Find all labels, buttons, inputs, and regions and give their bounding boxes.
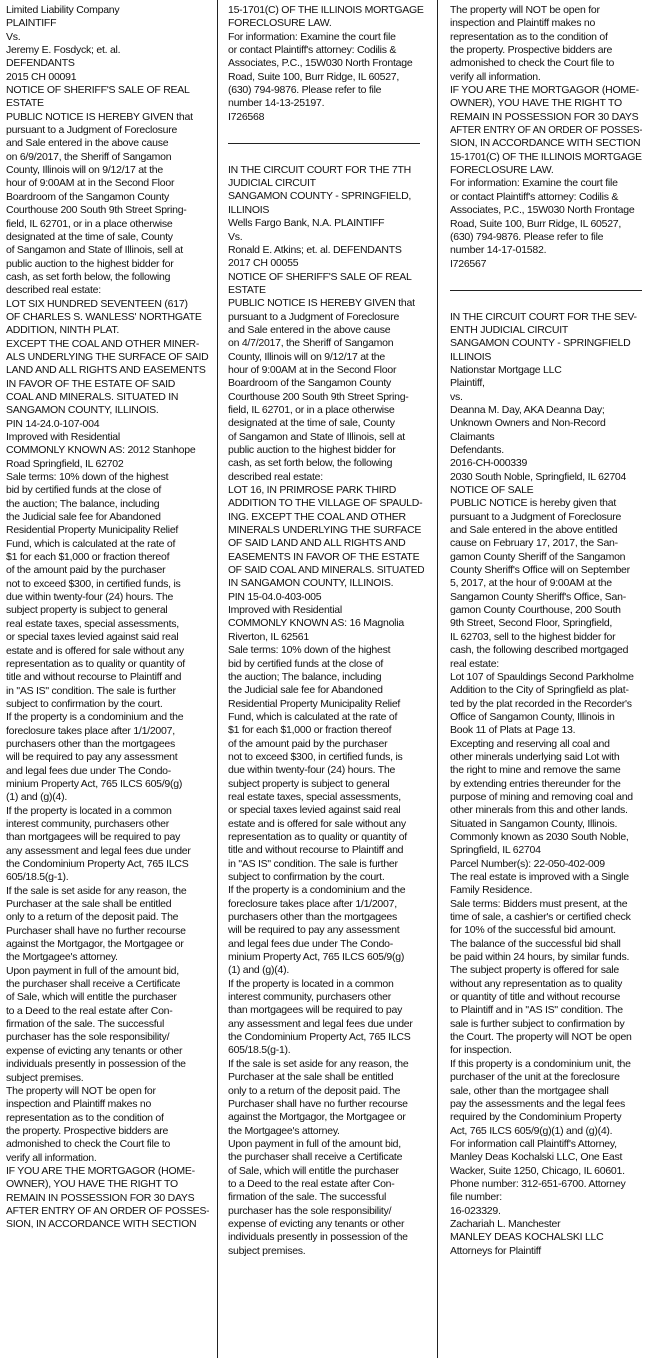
notice-text-line: IN THE CIRCUIT COURT FOR THE 7TH: [228, 163, 411, 176]
legal-notice: [450, 311, 642, 1258]
notice-text-line: purchasers other than the mortgagees: [228, 911, 398, 924]
notice-text-line: The balance of the successful bid shall: [450, 937, 621, 950]
notice-text-line: OWNER), YOU HAVE THE RIGHT TO: [6, 1178, 178, 1191]
notice-text-line: the Mortgagee's attorney.: [228, 1124, 340, 1137]
notice-text-line: Book 11 of Plats at Page 13.: [450, 724, 576, 737]
notice-text-line: Road Springfield, IL 62702: [6, 457, 124, 470]
notice-text-line: representation as to the condition of: [450, 30, 608, 43]
notice-text-line: The real estate is improved with a Single: [450, 871, 629, 883]
notice-text-line: subject premises.: [6, 1071, 84, 1084]
notice-text-line: verify all information.: [450, 70, 541, 83]
notice-text-line: For information: Examine the court file: [450, 177, 618, 190]
notice-text-line: against the Mortgagor, the Mortgagee or: [228, 1111, 406, 1124]
notice-text-line: IN FAVOR OF THE ESTATE OF SAID: [6, 377, 176, 390]
notice-text-line: estate and is offered for sale without any: [6, 644, 184, 657]
notice-text-line: of Sale, which will entitle the purchaser: [6, 991, 177, 1004]
notice-text-line: real estate:: [450, 657, 499, 670]
notice-spacer: [450, 297, 642, 310]
notice-text-line: the purchaser shall receive a Certificate: [6, 978, 181, 991]
notice-text-line: FORECLOSURE LAW.: [450, 164, 554, 177]
notice-text-line: REMAIN IN POSSESSION FOR 30 DAYS: [6, 1191, 195, 1204]
notice-text-line: Sale terms: 10% down of the highest: [228, 644, 391, 657]
notice-text-line: EXCEPT THE COAL AND OTHER MINER-: [6, 337, 200, 350]
notice-text-line: the right to mine and remove the same: [450, 764, 621, 777]
notice-text-line: pursuant to a Judgment of Foreclosure: [450, 510, 622, 523]
notice-text-line: 5, 2017, at the hour of 9:00AM at the: [450, 577, 612, 590]
notice-text-line: the Judicial sale fee for Abandoned: [6, 511, 161, 524]
notice-text-line: COMMONLY KNOWN AS: 2012 Stanhope: [6, 444, 196, 457]
notice-text-line: of Sangamon and State of Illinois, sell at: [228, 430, 405, 443]
notice-text-line: admonished to check the Court file to: [6, 1138, 171, 1151]
notice-text-line: Purchaser at the sale shall be entitled: [6, 898, 172, 911]
notice-text-line: OF SAID LAND AND ALL RIGHTS AND: [228, 537, 406, 550]
notice-text-line: Attorneys for Plaintiff: [450, 1244, 541, 1257]
notice-text-line: ING. EXCEPT THE COAL AND OTHER: [228, 510, 406, 523]
notice-text-line: hour of 9:00AM at in the Second Floor: [228, 363, 397, 376]
notice-text-line: bid by certified funds at the close of: [228, 657, 384, 670]
legal-notice: [228, 4, 424, 124]
notice-text-line: purpose of mining and removing coal and: [450, 790, 633, 803]
notice-text-line: Claimants: [450, 430, 495, 443]
notice-text-line: in "AS IS" condition. The sale is further: [228, 857, 398, 870]
notice-text-line: Office of Sangamon County, Illinois in: [450, 710, 615, 723]
notice-text-line: to a Deed to the real estate after Con-: [6, 1004, 173, 1017]
notice-text-line: public auction to the highest bidder for: [228, 444, 396, 456]
notice-text-line: 2015 CH 00091: [6, 70, 77, 83]
notice-text-line: OWNER), YOU HAVE THE RIGHT TO: [450, 97, 622, 110]
notice-text-line: DEFENDANTS: [6, 57, 75, 70]
notice-text-line: For information call Plaintiff's Attorney,: [450, 1137, 617, 1150]
notice-text-line: number 14-17-01582.: [450, 244, 547, 257]
notice-text-line: OF SAID COAL AND MINERALS. SITUATED: [228, 564, 424, 577]
column-3: [450, 4, 642, 1358]
notice-text-line: cash, as set forth below, the following: [6, 270, 171, 283]
notice-text-line: IF YOU ARE THE MORTGAGOR (HOME-: [6, 1164, 195, 1177]
notice-text-line: SANGAMON COUNTY, ILLINOIS.: [6, 404, 159, 417]
notice-text-line: 2016-CH-000339: [450, 457, 528, 470]
notice-text-line: purchasers other than the mortgagees: [6, 737, 176, 750]
notice-text-line: will be required to pay any assessment: [6, 751, 178, 764]
notice-text-line: (1) and (g)(4).: [6, 791, 68, 804]
notice-text-line: title and without recourse to Plaintiff and: [228, 844, 404, 857]
notice-text-line: 16-023329.: [450, 1204, 501, 1217]
notice-text-line: than mortgagees will be required to pay: [228, 1004, 403, 1017]
notice-text-line: or contact Plaintiff's attorney: Codilis &: [228, 44, 397, 57]
notice-text-line: and Sale entered in the above entitled: [450, 524, 618, 537]
notice-text-line: subject premises.: [228, 1244, 306, 1257]
notice-text-line: PUBLIC NOTICE IS HEREBY GIVEN that: [6, 110, 193, 123]
notice-text-line: Commonly known as 2030 South Noble,: [450, 830, 629, 843]
notice-text-line: not to exceed $300, in certified funds, is: [6, 577, 181, 590]
notice-text-line: ESTATE: [6, 97, 44, 110]
notice-text-line: Courthouse 200 South 9th Street Spring-: [228, 390, 409, 403]
notice-text-line: subject property is subject to general: [228, 777, 390, 790]
notice-text-line: purchaser has the sole responsibility/: [228, 1204, 392, 1217]
notice-text-line: individuals presently in possession of the: [228, 1231, 408, 1244]
notice-text-line: PUBLIC NOTICE is hereby given that: [450, 497, 616, 510]
notice-text-line: sale is further subject to confirmation by: [450, 1017, 625, 1030]
notice-text-line: ADDITION TO THE VILLAGE OF SPAULD-: [228, 497, 423, 510]
notice-text-line: due within twenty-four (24) hours. The: [228, 764, 396, 777]
notice-text-line: MINERALS UNDERLYING THE SURFACE: [228, 524, 422, 537]
notice-text-line: cause on February 17, 2017, the San-: [450, 537, 618, 550]
notice-text-line: 2030 South Noble, Springfield, IL 62704: [450, 470, 627, 483]
notice-text-line: the Mortgagee's attorney.: [6, 951, 118, 964]
notice-text-line: Situated in Sangamon County, Illinois.: [450, 817, 618, 830]
notice-text-line: foreclosure takes place after 1/1/2007,: [6, 724, 175, 737]
notice-separator-rule: [450, 290, 642, 291]
notice-text-line: Boardroom of the Sangamon County: [228, 377, 392, 390]
notice-text-line: or quantity of title and without recourse: [450, 991, 621, 1004]
notice-text-line: 9th Street, Second Floor, Springfield,: [450, 617, 613, 630]
notice-text-line: County Sheriff's Office will on September: [450, 564, 630, 577]
notice-text-line: be paid within 24 hours, by similar funds.: [450, 951, 630, 964]
notice-text-line: subject to confirmation by the court.: [228, 871, 385, 883]
notice-text-line: ILLINOIS: [450, 350, 492, 363]
notice-text-line: Wells Fargo Bank, N.A. PLAINTIFF: [228, 217, 385, 230]
notice-text-line: COMMONLY KNOWN AS: 16 Magnolia: [228, 617, 404, 630]
notice-text-line: Vs.: [6, 30, 21, 43]
notice-text-line: pursuant to a Judgment of Foreclosure: [6, 124, 178, 137]
notice-text-line: If the property is a condominium and the: [6, 711, 184, 724]
notice-text-line: Parcel Number(s): 22-050-402-009: [450, 857, 605, 870]
notice-text-line: 2017 CH 00055: [228, 257, 299, 270]
notice-text-line: due within twenty-four (24) hours. The: [6, 591, 174, 604]
notice-text-line: and legal fees due under The Condo-: [228, 937, 394, 950]
notice-separator-rule: [228, 143, 420, 144]
notice-text-line: by extending entries thereunder for the: [450, 777, 621, 790]
column-divider-2: [437, 0, 438, 1358]
notice-text-line: inspection and Plaintiff makes no: [6, 1098, 152, 1111]
notice-text-line: Unknown Owners and Non-Record: [450, 417, 606, 430]
notice-text-line: Residential Property Municipality Relief: [6, 524, 179, 537]
notice-text-line: ILLINOIS: [228, 203, 270, 216]
notice-text-line: 15-1701(C) OF THE ILLINOIS MORTGAGE: [228, 4, 424, 16]
notice-text-line: hour of 9:00AM at in the Second Floor: [6, 177, 175, 190]
notice-text-line: representation as to quality or quantity of: [228, 830, 407, 843]
notice-text-line: Addition to the City of Springfield as plat-: [450, 684, 629, 697]
notice-text-line: The property will NOT be open for: [450, 4, 600, 16]
notice-text-line: file number:: [450, 1191, 502, 1204]
notice-text-line: OF CHARLES S. WANLESS' NORTHGATE: [6, 310, 202, 323]
notice-text-line: If the sale is set aside for any reason, the: [6, 884, 187, 897]
notice-text-line: PIN 14-24.0-107-004: [6, 417, 100, 430]
notice-text-line: Zachariah L. Manchester: [450, 1217, 561, 1230]
notice-text-line: ENTH JUDICIAL CIRCUIT: [450, 323, 569, 336]
notice-text-line: Purchaser shall have no further recourse: [228, 1097, 408, 1110]
notice-text-line: interest community, purchasers other: [6, 817, 169, 830]
notice-text-line: firmation of the sale. The successful: [228, 1191, 387, 1204]
notice-text-line: Improved with Residential: [6, 431, 120, 443]
notice-text-line: PIN 15-04.0-403-005: [228, 590, 322, 603]
notice-text-line: designated at the time of sale, County: [228, 417, 395, 430]
notice-text-line: pay the assessments and the legal fees: [450, 1097, 625, 1110]
notice-spacer: [228, 124, 424, 137]
notice-text-line: Family Residence.: [450, 884, 533, 897]
notice-text-line: Fund, which is calculated at the rate of: [228, 710, 398, 723]
notice-text-line: Nationstar Mortgage LLC: [450, 363, 562, 376]
notice-text-line: Upon payment in full of the amount bid,: [6, 964, 179, 977]
notice-text-line: Wacker, Suite 1250, Chicago, IL 60601.: [450, 1164, 625, 1177]
notice-text-line: NOTICE OF SHERIFF'S SALE OF REAL: [6, 84, 190, 97]
notice-text-line: bid by certified funds at the close of: [6, 484, 162, 497]
notice-text-line: public auction to the highest bidder for: [6, 257, 174, 270]
notice-text-line: or contact Plaintiff's attorney: Codilis &: [450, 190, 619, 203]
notice-text-line: FORECLOSURE LAW.: [228, 17, 332, 30]
notice-text-line: expense of evicting any tenants or other: [6, 1044, 183, 1057]
notice-text-line: other minerals from this and other lands.: [450, 804, 628, 817]
notice-text-line: number 14-13-25197.: [228, 97, 325, 110]
notice-text-line: 15-1701(C) OF THE ILLINOIS MORTGAGE: [450, 150, 642, 163]
notice-text-line: foreclosure takes place after 1/1/2007,: [228, 897, 397, 910]
notice-text-line: to Plaintiff and in "AS IS" condition. The: [450, 1004, 623, 1017]
notice-text-line: representation as to the condition of: [6, 1111, 164, 1124]
notice-text-line: the purchaser shall receive a Certificate: [228, 1151, 403, 1164]
notice-text-line: County, Illinois will on 9/12/17 at the: [228, 350, 385, 363]
notice-text-line: and legal fees due under The Condo-: [6, 764, 172, 777]
notice-text-line: for 10% of the successful bid amount.: [450, 924, 616, 937]
notice-text-line: Springfield, IL 62704: [450, 844, 541, 857]
column-2: [228, 4, 424, 1358]
notice-text-line: ALS UNDERLYING THE SURFACE OF SAID: [6, 350, 209, 363]
notice-text-line: SION, IN ACCORDANCE WITH SECTION: [6, 1218, 197, 1231]
notice-text-line: REMAIN IN POSSESSION FOR 30 DAYS: [450, 110, 639, 123]
notice-text-line: $1 for each $1,000 or fraction thereof: [6, 551, 170, 564]
notice-text-line: the property. Prospective bidders are: [6, 1124, 169, 1137]
notice-text-line: 605/18.5(g-1).: [228, 1044, 291, 1057]
notice-text-line: admonished to check the Court file to: [450, 57, 615, 70]
notice-text-line: purchaser of the unit at the foreclosure: [450, 1071, 620, 1084]
notice-text-line: Upon payment in full of the amount bid,: [228, 1137, 401, 1150]
notice-text-line: Sangamon County Sheriff's Office, San-: [450, 590, 626, 603]
notice-text-line: only to a return of the deposit paid. The: [228, 1084, 401, 1097]
notice-text-line: any assessment and legal fees due under: [6, 844, 191, 857]
notice-text-line: real estate taxes, special assessments,: [6, 617, 179, 630]
notice-text-line: Fund, which is calculated at the rate of: [6, 537, 176, 550]
notice-text-line: representation as to quality or quantity of: [6, 657, 185, 670]
notice-text-line: or special taxes levied against said real: [228, 804, 401, 817]
notice-text-line: gamon County Sheriff of the Sangamon: [450, 550, 626, 563]
notice-text-line: field, IL 62701, or in a place otherwise: [228, 403, 395, 416]
legal-notice: [228, 164, 424, 1258]
notice-text-line: the property. Prospective bidders are: [450, 44, 613, 57]
notice-text-line: The property will NOT be open for: [6, 1084, 156, 1097]
notice-text-line: Associates, P.C., 15W030 North Frontage: [228, 57, 413, 70]
notice-text-line: PLAINTIFF: [6, 17, 57, 30]
notice-text-line: against the Mortgagor, the Mortgagee or: [6, 938, 184, 951]
notice-text-line: Sale terms: Bidders must present, at the: [450, 897, 628, 910]
notice-text-line: Jeremy E. Fosdyck; et. al.: [6, 44, 121, 57]
notice-text-line: of the amount paid by the purchaser: [6, 564, 166, 577]
notice-text-line: not to exceed $300, in certified funds, is: [228, 750, 403, 763]
notice-text-line: Boardroom of the Sangamon County: [6, 190, 170, 203]
notice-text-line: any assessment and legal fees due under: [228, 1017, 413, 1030]
notice-text-line: vs.: [450, 390, 463, 403]
notice-text-line: Plaintiff,: [450, 377, 485, 390]
notice-text-line: IL 62703, sell to the highest bidder for: [450, 630, 616, 643]
notice-text-line: subject property is subject to general: [6, 604, 168, 617]
notice-text-line: Improved with Residential: [228, 604, 342, 617]
notice-text-line: firmation of the sale. The successful: [6, 1018, 165, 1031]
notice-text-line: If the sale is set aside for any reason, the: [228, 1057, 409, 1070]
notice-text-line: Vs.: [228, 230, 243, 243]
notice-text-line: interest community, purchasers other: [228, 991, 391, 1004]
notice-text-line: ADDITION, NINTH PLAT.: [6, 324, 119, 337]
notice-text-line: without any representation as to quality: [450, 977, 623, 990]
legal-notice: [450, 4, 642, 271]
notice-text-line: subject to confirmation by the court.: [6, 697, 163, 710]
notice-text-line: (630) 794-9876. Please refer to file: [450, 230, 604, 243]
notice-text-line: IN SANGAMON COUNTY, ILLINOIS.: [228, 577, 394, 590]
notice-text-line: to a Deed to the real estate after Con-: [228, 1177, 395, 1190]
notice-text-line: of the amount paid by the purchaser: [228, 737, 388, 750]
notice-text-line: County, Illinois will on 9/12/17 at the: [6, 164, 163, 177]
legal-notice: [6, 4, 209, 1232]
notice-text-line: individuals presently in possession of the: [6, 1058, 186, 1071]
notice-text-line: IN THE CIRCUIT COURT FOR THE SEV-: [450, 310, 637, 323]
notice-text-line: 605/18.5(g-1).: [6, 871, 69, 884]
notice-text-line: SION, IN ACCORDANCE WITH SECTION: [450, 137, 641, 150]
notice-text-line: SANGAMON COUNTY - SPRINGFIELD: [450, 337, 631, 350]
notice-text-line: Riverton, IL 62561: [228, 630, 309, 643]
notice-text-line: Excepting and reserving all coal and: [450, 737, 610, 750]
notice-text-line: the auction; The balance, including: [228, 670, 382, 683]
notice-text-line: gamon County Courthouse, 200 South: [450, 604, 621, 617]
notice-text-line: LOT SIX HUNDRED SEVENTEEN (617): [6, 297, 188, 310]
notice-text-line: Lot 107 of Spauldings Second Parkholme: [450, 670, 634, 683]
notice-text-line: the Judicial sale fee for Abandoned: [228, 684, 383, 697]
notice-text-line: (630) 794-9876. Please refer to file: [228, 84, 382, 97]
notice-text-line: PUBLIC NOTICE IS HEREBY GIVEN that: [228, 297, 415, 310]
notice-text-line: If the property is located in a common: [228, 977, 394, 990]
notice-spacer: [450, 271, 642, 284]
notice-text-line: I726568: [228, 110, 265, 123]
notice-text-line: Purchaser at the sale shall be entitled: [228, 1071, 394, 1084]
notice-text-line: The subject property is offered for sale: [450, 964, 619, 977]
notice-text-line: or special taxes levied against said real: [6, 631, 179, 644]
notice-text-line: Phone number: 312-651-6700. Attorney: [450, 1177, 626, 1190]
notice-text-line: NOTICE OF SHERIFF'S SALE OF REAL: [228, 270, 412, 283]
column-divider-1: [217, 0, 218, 1358]
notice-text-line: the Court. The property will NOT be open: [450, 1031, 632, 1044]
notice-text-line: Manley Deas Kochalski LLC, One East: [450, 1151, 623, 1164]
notice-text-line: estate and is offered for sale without any: [228, 817, 406, 830]
notice-text-line: NOTICE OF SALE: [450, 484, 534, 497]
notice-text-line: I726567: [450, 257, 487, 270]
notice-text-line: For information: Examine the court file: [228, 30, 396, 43]
notice-text-line: of Sale, which will entitle the purchaser: [228, 1164, 399, 1177]
notice-text-line: Deanna M. Day, AKA Deanna Day;: [450, 403, 605, 416]
notice-text-line: will be required to pay any assessment: [228, 924, 400, 937]
notice-text-line: IF YOU ARE THE MORTGAGOR (HOME-: [450, 84, 639, 97]
notice-text-line: Courthouse 200 South 9th Street Spring-: [6, 204, 187, 217]
notice-text-line: and Sale entered in the above cause: [228, 323, 391, 336]
notice-text-line: AFTER ENTRY OF AN ORDER OF POSSES-: [450, 124, 642, 137]
notice-text-line: Sale terms: 10% down of the highest: [6, 471, 169, 484]
notice-text-line: Residential Property Municipality Relief: [228, 697, 401, 710]
notice-text-line: SANGAMON COUNTY - SPRINGFIELD,: [228, 190, 412, 203]
notice-text-line: the auction; The balance, including: [6, 497, 160, 510]
notice-text-line: in "AS IS" condition. The sale is further: [6, 684, 176, 697]
notice-text-line: of Sangamon and State of Illinois, sell at: [6, 244, 183, 257]
notice-text-line: expense of evicting any tenants or other: [228, 1217, 405, 1230]
notice-text-line: and Sale entered in the above cause: [6, 137, 169, 150]
notice-text-line: (1) and (g)(4).: [228, 964, 290, 977]
notice-text-line: COAL AND MINERALS. SITUATED IN: [6, 390, 179, 403]
notice-text-line: for inspection.: [450, 1044, 512, 1057]
notice-text-line: verify all information.: [6, 1151, 97, 1164]
notice-text-line: If the property is a condominium and the: [228, 884, 406, 897]
notice-text-line: $1 for each $1,000 or fraction thereof: [228, 724, 392, 737]
notice-text-line: than mortgagees will be required to pay: [6, 831, 181, 844]
notice-text-line: ESTATE: [228, 283, 266, 296]
notice-text-line: field, IL 62701, or in a place otherwise: [6, 217, 173, 230]
notice-text-line: If this property is a condominium unit, the: [450, 1057, 631, 1070]
notice-text-line: time of sale, a cashier's or certified check: [450, 911, 631, 924]
notice-text-line: sale, other than the mortgagee shall: [450, 1084, 609, 1097]
notice-text-line: other minerals underlying said Lot with: [450, 750, 620, 763]
notice-text-line: described real estate:: [228, 470, 323, 483]
notice-text-line: Ronald E. Atkins; et. al. DEFENDANTS: [228, 243, 402, 256]
notice-text-line: minium Property Act, 765 ILCS 605/9(g): [228, 951, 405, 964]
notice-text-line: title and without recourse to Plaintiff and: [6, 671, 182, 684]
notice-text-line: described real estate:: [6, 284, 101, 297]
notice-text-line: Limited Liability Company: [6, 4, 120, 16]
notice-text-line: the Condominium Property Act, 765 ILCS: [228, 1031, 411, 1044]
notice-text-line: Defendants.: [450, 444, 504, 456]
notice-text-line: required by the Condominium Property: [450, 1111, 622, 1124]
notice-text-line: LAND AND ALL RIGHTS AND EASEMENTS: [6, 364, 206, 377]
notice-text-line: Purchaser shall have no further recourse: [6, 924, 186, 937]
notice-text-line: MANLEY DEAS KOCHALSKI LLC: [450, 1231, 604, 1244]
notice-text-line: minium Property Act, 765 ILCS 605/9(g): [6, 777, 183, 790]
notice-text-line: on 6/9/2017, the Sheriff of Sangamon: [6, 150, 172, 163]
notice-text-line: on 4/7/2017, the Sheriff of Sangamon: [228, 337, 394, 350]
notice-text-line: designated at the time of sale, County: [6, 230, 173, 243]
notice-text-line: only to a return of the deposit paid. The: [6, 911, 179, 924]
notice-text-line: Road, Suite 100, Burr Ridge, IL 60527,: [450, 217, 622, 230]
notice-text-line: EASEMENTS IN FAVOR OF THE ESTATE: [228, 550, 420, 563]
notice-text-line: LOT 16, IN PRIMROSE PARK THIRD: [228, 484, 397, 497]
notice-text-line: purchaser has the sole responsibility/: [6, 1031, 170, 1044]
notice-text-line: ted by the plat recorded in the Recorder's: [450, 697, 632, 710]
notice-text-line: Act, 765 ILCS 605/9(g)(1) and (g)(4).: [450, 1124, 613, 1137]
notice-text-line: pursuant to a Judgment of Foreclosure: [228, 310, 400, 323]
notice-text-line: real estate taxes, special assessments,: [228, 790, 401, 803]
notice-text-line: the Condominium Property Act, 765 ILCS: [6, 858, 189, 870]
notice-text-line: cash, as set forth below, the following: [228, 457, 393, 470]
notice-text-line: inspection and Plaintiff makes no: [450, 17, 596, 30]
notice-spacer: [228, 150, 424, 163]
notice-text-line: AFTER ENTRY OF AN ORDER OF POSSES-: [6, 1204, 209, 1217]
notice-text-line: JUDICIAL CIRCUIT: [228, 177, 316, 190]
notice-text-line: Associates, P.C., 15W030 North Frontage: [450, 204, 635, 217]
column-1: [6, 4, 209, 1358]
notice-text-line: Road, Suite 100, Burr Ridge, IL 60527,: [228, 70, 400, 83]
notice-text-line: If the property is located in a common: [6, 804, 172, 817]
notice-text-line: cash, the following described mortgaged: [450, 644, 629, 657]
